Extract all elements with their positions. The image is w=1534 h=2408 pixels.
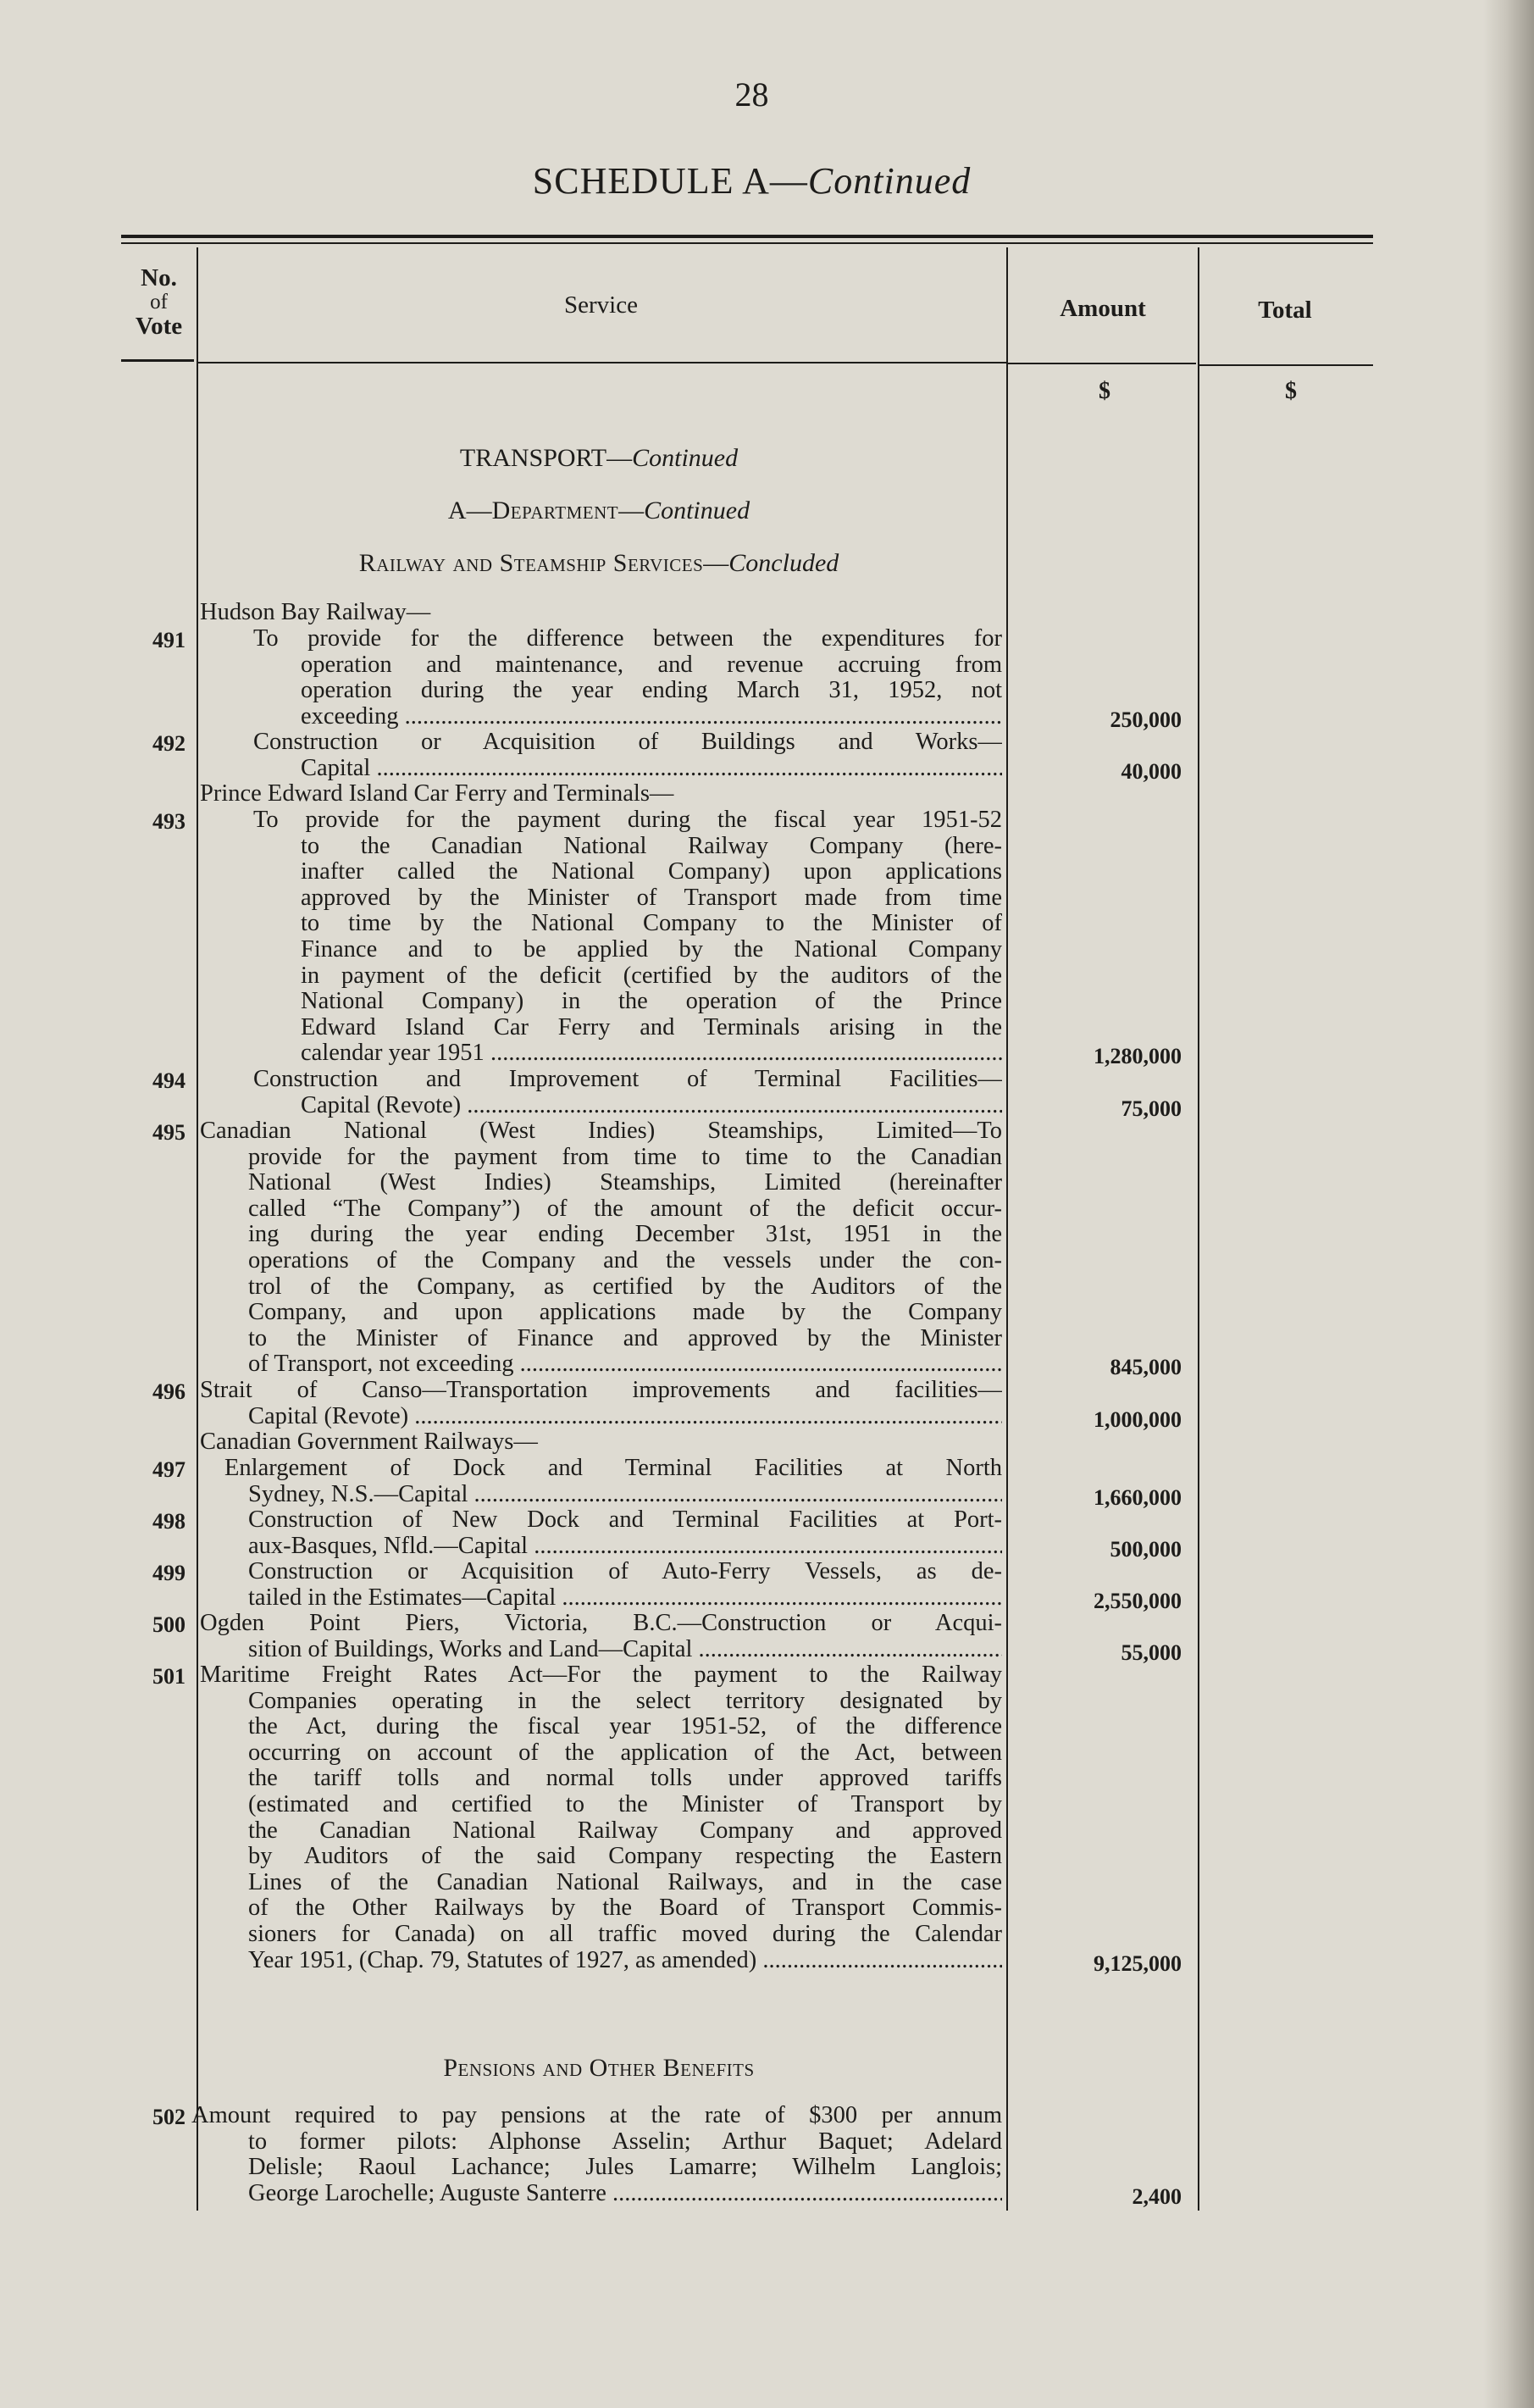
service-description: [200, 781, 1002, 807]
header-service: Service: [564, 291, 638, 319]
service-line: Hudson Bay Railway—: [200, 600, 431, 625]
header-bottom-rule-total: [1199, 364, 1373, 366]
amount-value: 2,400: [1132, 2183, 1182, 2209]
amount-value: 40,000: [1121, 758, 1182, 784]
total-currency: $: [1285, 378, 1297, 404]
service-line: (estimated and certified to the Minister of Transport by: [248, 1791, 1002, 1817]
service-line: to time by the National Company to the Minister of: [301, 911, 1002, 937]
table-top-rule-thick: [121, 235, 1373, 238]
service-line: Ogden Point Piers, Victoria, B.C.—Construction or Acqui-: [200, 1611, 1002, 1636]
page-number: 28: [734, 75, 769, 114]
service-description: [200, 600, 1002, 626]
vote-number-492: 492: [152, 731, 186, 756]
schedule-title-main: SCHEDULE A—: [532, 160, 808, 202]
service-description: [200, 730, 1002, 781]
service-line: Finance and to be applied by the National Company: [301, 936, 1002, 963]
header-bottom-rule-amount: [1008, 363, 1196, 364]
service-line: Canadian Government Railways—: [200, 1429, 538, 1455]
service-line: Construction and Improvement of Terminal Facilities—: [253, 1067, 1002, 1092]
service-line: in payment of the deficit (certified by the auditors of the: [301, 963, 1002, 989]
vote-number-501: 501: [152, 1664, 186, 1689]
service-line: approved by the Minister of Transport made from time: [301, 885, 1002, 911]
service-line: To provide for the payment during the fiscal year 1951-52: [253, 807, 1002, 833]
service-line: Construction or Acquisition of Buildings and Works—: [253, 730, 1002, 755]
service-line: sition of Buildings, Works and Land—Capital .....: [248, 1637, 1002, 1663]
amount-value: 1,280,000: [1094, 1044, 1182, 1069]
service-line: ing during the year ending December 31st, 1951 in the: [248, 1222, 1002, 1248]
amount-value: 9,125,000: [1094, 1950, 1182, 1976]
service-line: Strait of Canso—Transportation improvements and facilities—: [200, 1378, 1002, 1403]
service-description: [200, 1429, 1002, 1456]
service-line: aux-Basques, Nfld.—Capital .....: [248, 1534, 1002, 1560]
service-line: Capital (Revote) .....: [301, 1093, 1002, 1119]
service-line: the tariff tolls and normal tolls under approved tariffs: [248, 1766, 1002, 1792]
vote-number-499: 499: [152, 1561, 186, 1585]
column-line-vote-service: [197, 247, 198, 2211]
schedule-title-italic: Continued: [807, 160, 972, 202]
service-line: Capital (Revote) .....: [248, 1404, 1002, 1430]
amount-value: 55,000: [1121, 1640, 1182, 1665]
schedule-title: [0, 159, 1504, 203]
service-description: [200, 1611, 1002, 1662]
vote-number-497: 497: [152, 1457, 186, 1482]
service-line: calendar year 1951 .....: [301, 1040, 1002, 1067]
service-line: Companies operating in the select territory designated by: [248, 1688, 1002, 1714]
service-line: of the Other Railways by the Board of Transport Commis-: [248, 1895, 1002, 1922]
service-description: [200, 626, 1002, 730]
heading-department: A—Department—Continued: [447, 497, 750, 524]
service-line: exceeding .....: [301, 704, 1002, 730]
service-description: [200, 1456, 1002, 1507]
amount-value: 75,000: [1121, 1096, 1182, 1121]
service-line: Prince Edward Island Car Ferry and Terminals—: [200, 781, 674, 807]
header-vote-line3: Vote: [135, 313, 183, 340]
column-line-service-amount: [1006, 247, 1008, 2211]
amount-value: 845,000: [1110, 1355, 1182, 1380]
service-line: Capital .....: [301, 756, 1002, 782]
amount-currency: $: [1099, 378, 1110, 404]
service-line: Company, and upon applications made by the Company: [248, 1300, 1002, 1326]
service-line: occurring on account of the application of the Act, between: [248, 1739, 1002, 1766]
service-line: operations of the Company and the vessels under the con-: [248, 1247, 1002, 1273]
service-line: Delisle; Raoul Lachance; Jules Lamarre; Wilhelm Langlois;: [248, 2155, 1002, 2181]
service-line: to former pilots: Alphonse Asselin; Arthur Baquet; Adelard: [248, 2128, 1002, 2155]
vote-number-502: 502: [152, 2105, 186, 2129]
vote-number-491: 491: [152, 628, 186, 652]
header-amount: Amount: [1060, 295, 1146, 322]
vote-number-500: 500: [152, 1612, 186, 1637]
service-line: to the Minister of Finance and approved by the Minister: [248, 1325, 1002, 1351]
service-line: Canadian National (West Indies) Steamships, Limited—To: [200, 1118, 1002, 1144]
column-line-amount-total: [1198, 247, 1199, 2211]
header-vote-line1: No.: [141, 264, 177, 291]
service-line: George Larochelle; Auguste Santerre .....: [248, 2181, 1002, 2207]
service-line: Edward Island Car Ferry and Terminals arising in the: [301, 1014, 1002, 1040]
service-line: National Company) in the operation of the Prince: [301, 989, 1002, 1015]
service-line: Construction of New Dock and Terminal Facilities at Port-: [248, 1507, 1002, 1533]
service-line: tailed in the Estimates—Capital .....: [248, 1585, 1002, 1612]
header-bottom-rule-service: [198, 362, 1006, 363]
vote-number-494: 494: [152, 1068, 186, 1093]
service-line: called “The Company”) of the amount of the deficit occur-: [248, 1196, 1002, 1222]
service-description: [200, 807, 1002, 1067]
service-line: Enlargement of Dock and Terminal Facilities at North: [224, 1456, 1002, 1481]
service-line: Lines of the Canadian National Railways, and in the case: [248, 1869, 1002, 1895]
service-description: [200, 1507, 1002, 1559]
vote-number-495: 495: [152, 1120, 186, 1145]
service-line: the Canadian National Railway Company and approved: [248, 1817, 1002, 1844]
service-line: by Auditors of the said Company respecting the Eastern: [248, 1844, 1002, 1870]
service-line: of Transport, not exceeding .....: [248, 1351, 1002, 1378]
service-line: Maritime Freight Rates Act—For the payment to the Railway: [200, 1662, 1002, 1688]
header-total: Total: [1258, 297, 1312, 324]
header-vote: [119, 264, 199, 341]
service-line: Construction or Acquisition of Auto-Ferry Vessels, as de-: [248, 1559, 1002, 1584]
service-line: Amount required to pay pensions at the rate of $300 per annum: [191, 2103, 1002, 2128]
service-description: [200, 1559, 1002, 1611]
service-line: the Act, during the fiscal year 1951-52, of the difference: [248, 1714, 1002, 1740]
amount-value: 1,000,000: [1094, 1407, 1182, 1432]
table-top-rule-thin: [121, 242, 1373, 244]
service-line: Sydney, N.S.—Capital .....: [248, 1482, 1002, 1508]
service-line: National (West Indies) Steamships, Limited (hereinafter: [248, 1170, 1002, 1196]
service-line: provide for the payment from time to time to the Canadian: [248, 1144, 1002, 1170]
vote-number-496: 496: [152, 1379, 186, 1404]
service-line: Year 1951, (Chap. 79, Statutes of 1927, as amended) .....: [248, 1948, 1002, 1974]
service-description: [200, 1118, 1002, 1378]
header-bottom-rule-vote: [121, 359, 194, 362]
heading-railway-steamship: Railway and Steamship Services—Concluded: [358, 549, 839, 577]
service-line: To provide for the difference between the expenditures for: [253, 626, 1002, 652]
heading-pensions: Pensions and Other Benefits: [443, 2054, 755, 2082]
service-line: sioners for Canada) on all traffic moved during the Calendar: [248, 1921, 1002, 1947]
service-line: trol of the Company, as certified by the Auditors of the: [248, 1273, 1002, 1300]
amount-value: 500,000: [1110, 1536, 1182, 1562]
service-line: operation during the year ending March 31, 1952, not: [301, 678, 1002, 704]
service-description: [200, 1378, 1002, 1429]
amount-value: 250,000: [1110, 707, 1182, 732]
service-description: [200, 1067, 1002, 1118]
book-gutter-shadow: [1483, 0, 1534, 2408]
service-line: to the Canadian National Railway Company (here-: [301, 833, 1002, 859]
amount-value: 1,660,000: [1094, 1484, 1182, 1510]
service-line: inafter called the National Company) upon applications: [301, 859, 1002, 885]
header-vote-line2: of: [150, 291, 168, 313]
service-description: [200, 1662, 1002, 1973]
service-line: operation and maintenance, and revenue accruing from: [301, 652, 1002, 678]
vote-number-498: 498: [152, 1509, 186, 1534]
service-description: [191, 2103, 1002, 2206]
heading-transport: TRANSPORT—Continued: [459, 444, 739, 472]
vote-number-493: 493: [152, 809, 186, 834]
amount-value: 2,550,000: [1094, 1588, 1182, 1613]
